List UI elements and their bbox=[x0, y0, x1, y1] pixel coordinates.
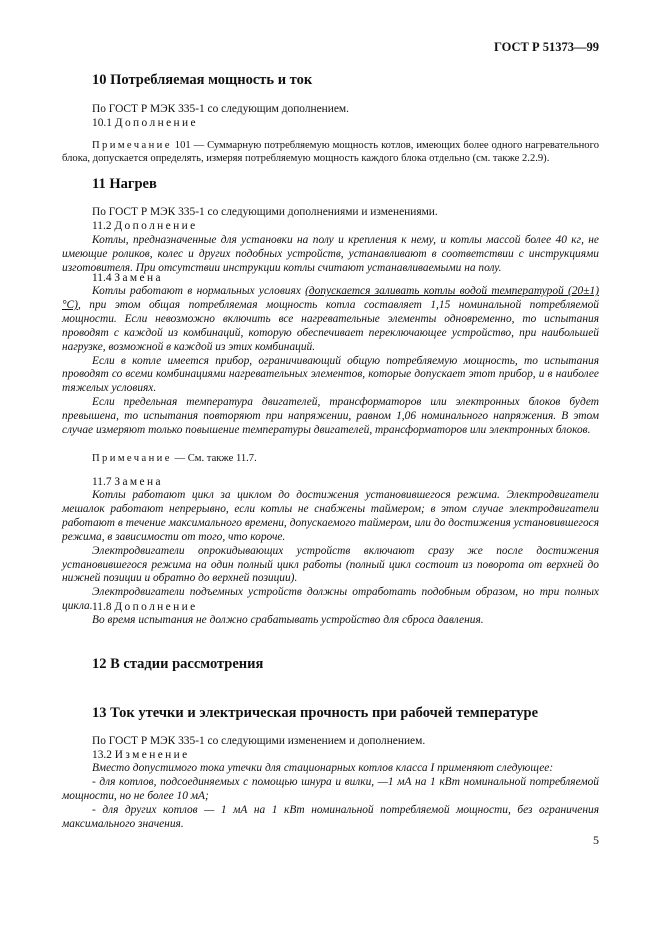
clause-11-7-p2: Электродвигатели опрокидывающих устройств включают сразу же после достижения установившегося режима на один полный цикл работы (полный цикл состоит из поворота от верхней до нижней позиции и обратно до верхней позиции). bbox=[62, 544, 599, 585]
section-10-intro: По ГОСТ Р МЭК 335-1 со следующим дополнением. bbox=[92, 103, 349, 115]
clause-number: 11.7 bbox=[92, 476, 112, 488]
clause-type: Дополнение bbox=[114, 116, 198, 129]
section-10-body bbox=[92, 103, 599, 131]
note-text: 101 — Суммарную потребляемую мощность котлов, имеющих более одного нагревательного блока, допускается определять, измеряя потребляемую мощность каждого блока отдельно (см. также 2.2.9). bbox=[62, 140, 599, 164]
clause-11-4-p1-end: , при этом общая потребляемая мощность котла составляет 1,15 номинальной потребляемой мощности. Если невозможно включить все нагревательные элементы одновременно, то испытания проводят с каждой из комбинаций, которую обеспечивает переключающее устройство, при наибольшей нагрузке, возможной в каждой из этих комбинаций. bbox=[62, 298, 599, 353]
clause-type: Замена bbox=[114, 272, 163, 284]
clause-10-1 bbox=[92, 117, 599, 131]
clause-11-8-body bbox=[62, 614, 599, 628]
page-number: 5 bbox=[593, 833, 599, 847]
clause-11-4-body bbox=[62, 285, 599, 438]
section-11-intro-block bbox=[92, 206, 599, 234]
clause-number: 13.2 bbox=[92, 748, 112, 761]
clause-number: 10.1 bbox=[92, 116, 112, 129]
clause-13-2-p3: - для других котлов — 1 мА на 1 кВт номинальной потребляемой мощности, без ограничения максимального значения. bbox=[62, 803, 599, 830]
clause-11-4-underlined: (допускается заливать котлы водой температурой (20±1) °С) bbox=[62, 285, 599, 311]
clause-type: Дополнение bbox=[114, 601, 198, 613]
clause-11-7-body bbox=[62, 489, 599, 614]
clause-13-2-p1: Вместо допустимого тока утечки для стационарных котлов класса I применяют следующее: bbox=[92, 762, 554, 774]
clause-11-2 bbox=[92, 220, 599, 234]
section-10-heading: 10 Потребляемая мощность и ток bbox=[92, 72, 313, 88]
note-text: — См. также 11.7. bbox=[174, 453, 257, 464]
clause-type: Изменение bbox=[114, 748, 190, 761]
clause-13-2-p2: - для котлов, подсоединяемых с помощью шнура и вилки, —1 мА на 1 кВт номинальной потребляемой мощности, но не более 10 мА; bbox=[62, 775, 599, 802]
clause-11-2-body bbox=[62, 234, 599, 276]
document-code: ГОСТ Р 51373—99 bbox=[493, 40, 599, 54]
section-13-intro: По ГОСТ Р МЭК 335-1 со следующими изменением и дополнением. bbox=[92, 735, 426, 747]
clause-number: 11.8 bbox=[92, 601, 112, 613]
section-11-heading: 11 Нагрев bbox=[92, 176, 157, 192]
clause-11-4-title bbox=[92, 272, 599, 286]
clause-11-8-title bbox=[92, 601, 599, 615]
clause-11-4-p2: Если в котле имеется прибор, ограничивающий общую потребляемую мощность, то испытания проводят со всеми комбинациями нагревательных элементов, которые допускает этот прибор, и в наиболее тяжелых условиях. bbox=[62, 354, 599, 395]
clause-type: Дополнение bbox=[114, 219, 198, 232]
section-13-heading: 13 Ток утечки и электрическая прочность при рабочей температуре bbox=[92, 705, 539, 721]
note-11 bbox=[92, 452, 599, 466]
note-label: Примечание bbox=[92, 140, 172, 151]
clause-11-4-p1-start: Котлы работают в нормальных условиях bbox=[92, 285, 301, 297]
section-11-intro: По ГОСТ Р МЭК 335-1 со следующими дополнениями и изменениями. bbox=[92, 206, 438, 218]
section-12-heading: 12 В стадии рассмотрения bbox=[92, 656, 264, 672]
clause-11-7-title bbox=[92, 476, 599, 490]
clause-type: Замена bbox=[114, 476, 163, 488]
clause-11-8-text: Во время испытания не должно срабатывать устройство для сброса давления. bbox=[92, 614, 484, 626]
clause-11-7-p3: Электродвигатели подъемных устройств должны отработать подобным образом, но три полных цикла. bbox=[62, 586, 599, 613]
clause-13-2 bbox=[92, 749, 599, 763]
clause-11-4-p1 bbox=[62, 285, 599, 355]
clause-11-2-text: Котлы, предназначенные для установки на полу и крепления к нему, и котлы массой более 40 кг, не имеющие роликов, колес и других подобных устройств, устанавливают в соответствии с инструкциями изготовителя. При отсутствии инструкции котлы считают устанавливаемыми на полу. bbox=[62, 234, 599, 274]
clause-number: 11.4 bbox=[92, 272, 112, 284]
note-10 bbox=[62, 139, 599, 165]
clause-number: 11.2 bbox=[92, 219, 112, 232]
clause-13-2-body bbox=[62, 762, 599, 832]
clause-11-7-p1: Котлы работают цикл за циклом до достижения установившегося режима. Электродвигатели мешалок работают непрерывно, если котлы не снабжены таймером; в этом случае электродвигатели работают в течение максимального времени, допускаемого таймером, или до достижения установившегося режима, в зависимости от того, что короче. bbox=[62, 489, 599, 543]
clause-11-4-p3: Если предельная температура двигателей, трансформаторов или электронных блоков будет превышена, то испытания повторяют при напряжении, равном 1,06 номинального напряжения. В этом случае измеряют только повышение температуры двигателей, трансформаторов или электронных блоков. bbox=[62, 396, 599, 437]
section-13-intro-block bbox=[92, 735, 599, 763]
note-label: Примечание bbox=[92, 453, 172, 464]
